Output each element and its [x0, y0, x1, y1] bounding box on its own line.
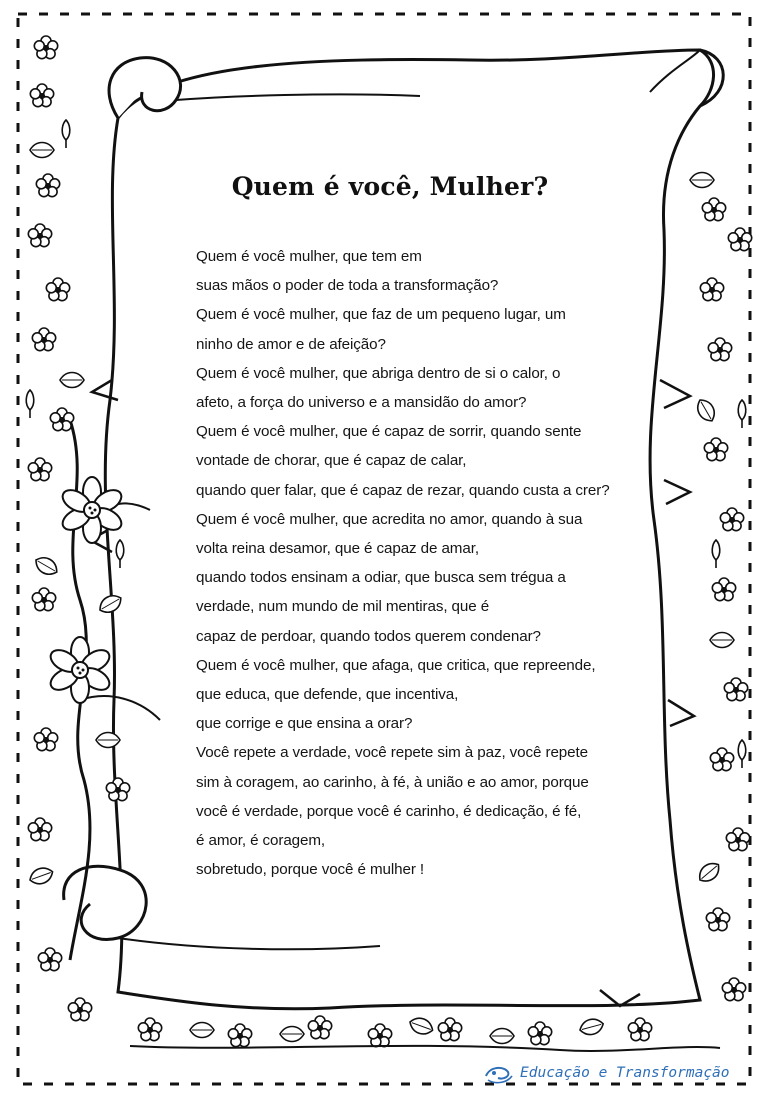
- poem-line: quando quer falar, que é capaz de rezar, quando custa a crer?: [196, 481, 610, 499]
- footer-brand-text: Educação e Transformação: [520, 1065, 730, 1081]
- poem-line: capaz de perdoar, quando todos querem condenar?: [196, 627, 541, 645]
- poem-line: Você repete a verdade, você repete sim à paz, você repete: [196, 744, 588, 762]
- poem-line: quando todos ensinam a odiar, que busca sem trégua a: [196, 569, 566, 587]
- poem-line: vontade de chorar, que é capaz de calar,: [196, 452, 467, 470]
- poem-line: suas mãos o poder de toda a transformação?: [196, 277, 499, 295]
- poem-line: afeto, a força do universo e a mansidão do amor?: [196, 394, 527, 412]
- poem-line: volta reina desamor, que é capaz de amar,: [196, 540, 479, 558]
- poem-line: Quem é você mulher, que tem em: [196, 248, 422, 265]
- poem-line: sim à coragem, ao carinho, à fé, à união e ao amor, porque: [196, 773, 589, 791]
- poem-line: que corrige e que ensina a orar?: [196, 715, 413, 733]
- poem-title: Quem é você, Mulher?: [231, 172, 549, 201]
- poem-line: verdade, num mundo de mil mentiras, que é: [196, 598, 490, 616]
- poem-line: Quem é você mulher, que afaga, que critica, que repreende,: [196, 656, 596, 674]
- poem-line: que educa, que defende, que incentiva,: [196, 686, 459, 704]
- poem-body: [196, 242, 696, 884]
- poem-line: é amor, é coragem,: [196, 832, 326, 850]
- poem-line: ninho de amor e de afeição?: [196, 335, 386, 353]
- poem-line: sobretudo, porque você é mulher !: [196, 861, 425, 879]
- poem-line: Quem é você mulher, que acredita no amor, quando à sua: [196, 510, 583, 528]
- footer-brand: [482, 1062, 742, 1088]
- poem-line: Quem é você mulher, que abriga dentro de si o calor, o: [196, 364, 561, 382]
- poem-line: Quem é você mulher, que é capaz de sorrir, quando sente: [196, 423, 582, 441]
- poem-line: Quem é você mulher, que faz de um pequeno lugar, um: [196, 306, 566, 324]
- poem-line: você é verdade, porque você é carinho, é dedicação, é fé,: [196, 802, 582, 820]
- swirl-logo-icon: [482, 1062, 516, 1086]
